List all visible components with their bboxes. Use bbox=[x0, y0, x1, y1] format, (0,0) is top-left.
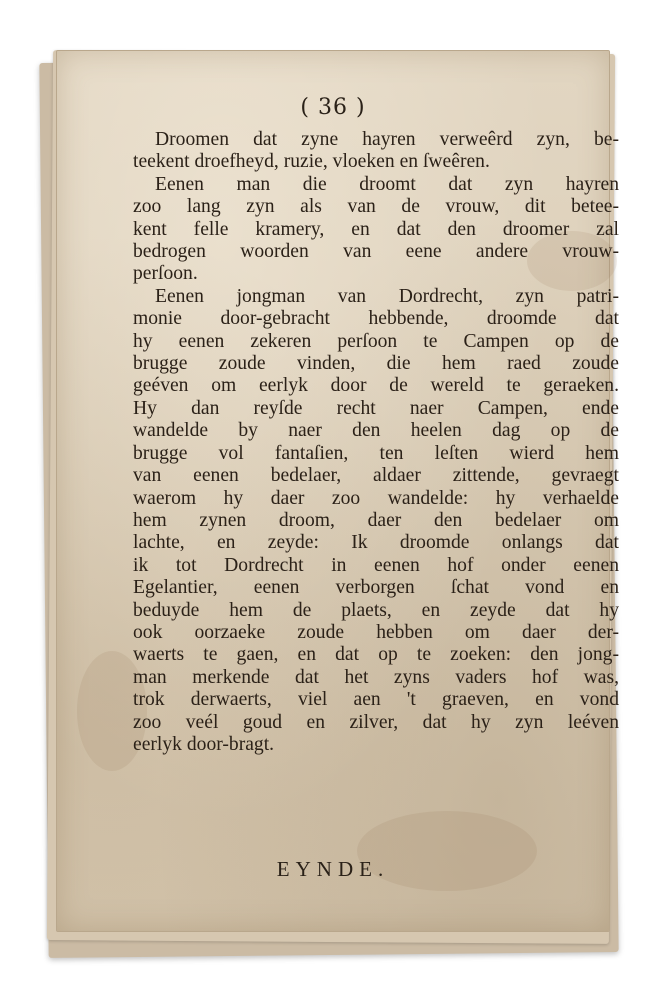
text-line: perſoon. bbox=[133, 263, 198, 285]
text-line: eerlyk door-bragt. bbox=[133, 733, 275, 755]
text-line: bedrogen woorden van eene andere vrouw- bbox=[133, 241, 619, 263]
text-line: hy eenen zekeren perſoon te Campen op de bbox=[133, 330, 619, 352]
book-page bbox=[56, 50, 619, 932]
text-line: zoo lang zyn als van de vrouw, dit betee- bbox=[133, 196, 619, 218]
text-line: Hy dan reyſde recht naer Campen, ende bbox=[133, 397, 619, 419]
text-line: waerts te gaen, en dat op te zoeken: den jong- bbox=[133, 644, 619, 666]
text-line: van eenen bedelaer, aldaer zittende, gevraegt bbox=[133, 465, 619, 487]
text-line: man merkende dat het zyns vaders hof was, bbox=[133, 666, 619, 688]
text-line: monie door-gebracht hebbende, droomde dat bbox=[133, 308, 619, 330]
text-line: waerom hy daer zoo wandelde: hy verhaelde bbox=[133, 487, 619, 509]
text-line: hem zynen droom, daer den bedelaer om bbox=[133, 509, 619, 531]
text-line: ook oorzaeke zoude hebben om daer der- bbox=[133, 621, 619, 643]
text-line: wandelde by naer den heelen dag op de bbox=[133, 420, 619, 442]
text-line: Eenen jongman van Dordrecht, zyn patri- bbox=[155, 285, 619, 307]
page-number: ( 36 ) bbox=[300, 95, 366, 120]
text-line: brugge zoude vinden, die hem raed zoude bbox=[133, 353, 619, 375]
text-line: Eenen man die droomt dat zyn hayren bbox=[155, 173, 619, 195]
text-line: zoo veél goud en zilver, dat hy zyn leéven bbox=[133, 711, 619, 733]
text-line: teekent droefheyd, ruzie, vloeken en ſweêren. bbox=[133, 151, 490, 173]
text-line: Egelantier, eenen verborgen ſchat vond en bbox=[133, 577, 619, 599]
text-line: lachte, en zeyde: Ik droomde onlangs dat bbox=[133, 532, 619, 554]
text-line: kent felle kramery, en dat den droomer zal bbox=[133, 218, 619, 240]
end-marker: EYNDE. bbox=[276, 857, 390, 881]
text-line: ik tot Dordrecht in eenen hof onder eenen bbox=[133, 554, 619, 576]
page-body-text bbox=[133, 129, 619, 756]
text-line: brugge vol fantaſien, ten leſten wierd hem bbox=[133, 442, 619, 464]
text-line: trok derwaerts, viel aen 't graeven, en vond bbox=[133, 689, 619, 711]
text-line: beduyde hem de plaets, en zeyde dat hy bbox=[133, 599, 619, 621]
text-line: Droomen dat zyne hayren verweêrd zyn, be- bbox=[155, 129, 619, 150]
text-line: geéven om eerlyk door de wereld te geraeken. bbox=[133, 375, 619, 397]
